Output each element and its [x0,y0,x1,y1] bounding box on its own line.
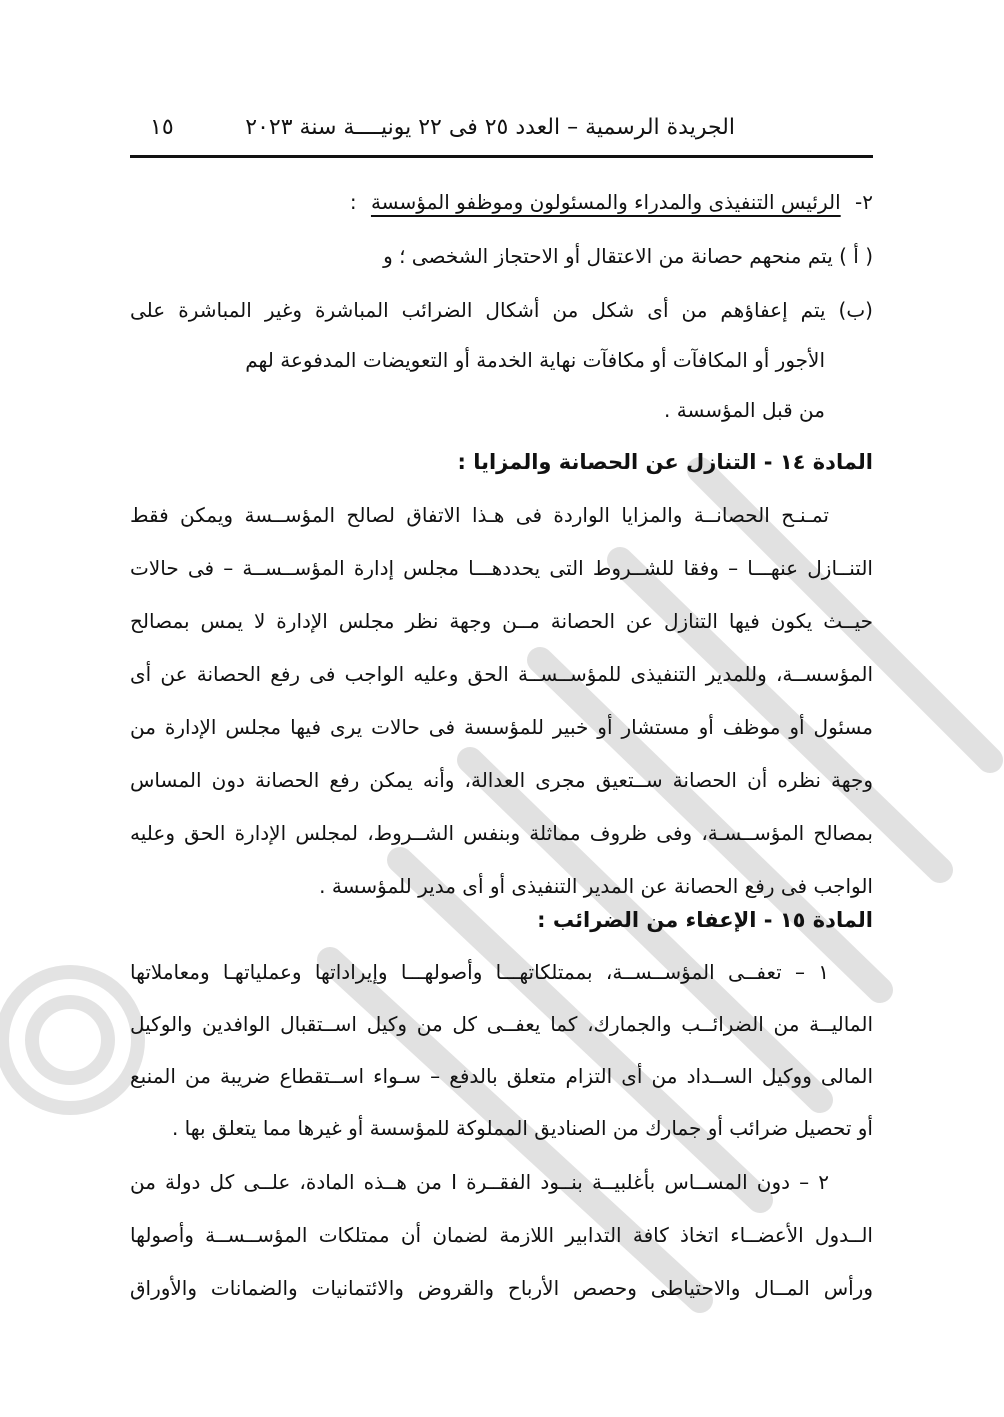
item-2-text: الرئيس التنفيذى والمدراء والمسئولون وموظفو المؤسسة [370,190,841,214]
item-2b-line-1: (ب) يتم إعفاؤهم من أى شكل من أشكال الضرائب المباشرة وغير المباشرة على [130,298,873,322]
item-2a: ( أ ) يتم منحهم حصانة من الاعتقال أو الاحتجاز الشخصى ؛ و [383,244,873,268]
article-15-para-1-line: ١ – تعفــى المؤســســة، بممتلكاتهـــا وأصولهـــا وإيراداتها وعملياتهـا ومعاملاتها [130,960,829,984]
article-15-para-1-line: المالى ووكيل الســداد من أى التزام متعلق بالدفع – سـواء اســتقطاع ضريبة من المنبع [130,1064,873,1088]
article-14-line: التنــازل عنهـــا – وفقا للشــروط التى يحددهـــا مجلس إدارة المؤســســة – فى حالات [130,556,873,580]
item-2 [350,185,873,219]
article-15-para-2-line: ورأس المــال والاحتياطى وحصص الأرباح والقروض والائتمانيات والضمانات والأوراق [130,1276,873,1300]
item-2b-line-3: من قبل المؤسسة . [664,398,825,422]
article-15-heading: المادة ١٥ - الإعفاء من الضرائب : [537,908,873,932]
article-14-line: مسئول أو موظف أو مستشار أو خبير للمؤسسة فى حالات يرى فيها مجلس الإدارة من [130,715,873,739]
page-header [130,115,873,151]
article-15-para-1-line: أو تحصيل ضرائب أو جمارك من الصناديق المملوكة للمؤسسة أو غيرها مما يتعلق بها . [171,1116,873,1140]
item-2-colon: : [349,190,357,214]
article-15-para-1-line: الماليــة من الضرائــب والجمارك، كما يعفــى كل من وكيل اســتقبال الوافدين والوكيل [130,1012,873,1036]
article-14-heading: المادة ١٤ - التنازل عن الحصانة والمزايا : [457,450,873,474]
header-divider [130,155,873,158]
article-14-line: بمصالح المؤســسـة، وفى ظروف مماثلة وبنفس الشــروط، لمجلس الإدارة الحق وعليه [130,821,873,845]
item-2-number: ٢- [855,190,873,214]
page-number: ١٥ [150,115,174,140]
article-14-line: وجهة نظره أن الحصانة ســتعيق مجرى العدالة، وأنه يمكن رفع الحصانة دون المساس [130,768,873,792]
article-14-line: حيــث يكون فيها التنازل عن الحصانة مــن وجهة نظر مجلس الإدارة لا يمس بمصالح [130,609,873,633]
item-2b-line-2: الأجور أو المكافآت أو مكافآت نهاية الخدمة أو التعويضات المدفوعة لهم [245,348,825,372]
article-14-line: المؤسســة، وللمدير التنفيذى للمؤســســة الحق وعليه الواجب فى رفع الحصانة عن أى [130,662,873,686]
article-15-para-2-line: ٢ – دون المســاس بأغلبيــة بنــود الفقــرة I من هــذه المادة، علــى كل دولة من [130,1170,829,1194]
article-14-line: الواجب فى رفع الحصانة عن المدير التنفيذى أو أى مدير للمؤسسة . [319,874,873,898]
gazette-title: الجريدة الرسمية – العدد ٢٥ فى ٢٢ يونيــــة سنة ٢٠٢٣ [245,115,735,140]
article-14-line: تمـنـح الحصانــة والمزايا الواردة فى هـذا الاتفاق لصالح المؤســسة ويمكن فقط [130,503,829,527]
article-15-para-2-line: الــدول الأعضــاء اتخاذ كافة التدابير اللازمة لضمان أن ممتلكات المؤســســة وأصولها [130,1223,873,1247]
